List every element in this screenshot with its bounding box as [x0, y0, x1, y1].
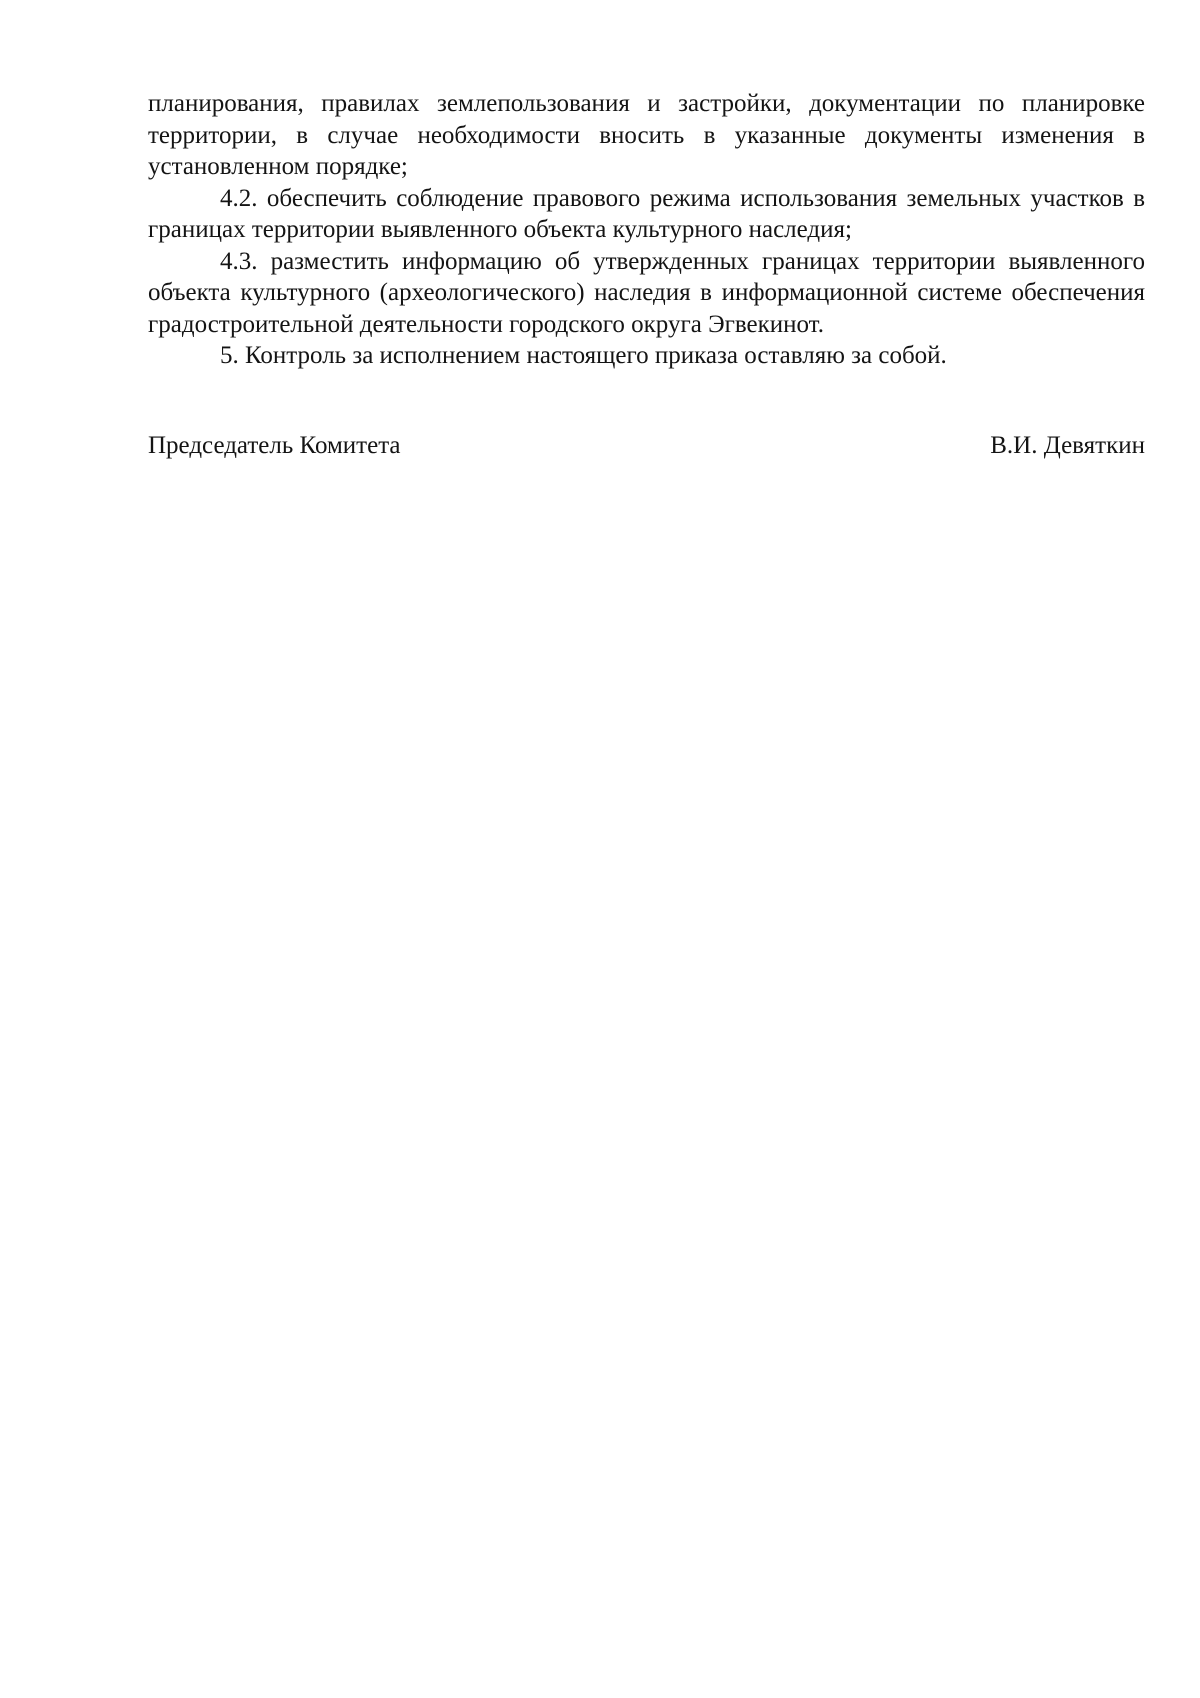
signature-name: В.И. Девяткин — [990, 432, 1145, 459]
paragraph-4-3: 4.3. разместить информацию об утвержденных границах территории выявленного объекта культурного (археологического) наследия в информационной системе обеспечения градостроительной деятельности городского округа Эгвекинот. — [148, 247, 1145, 338]
signature-position: Председатель Комитета — [148, 432, 401, 459]
signature-block — [148, 430, 1145, 462]
paragraph-4-2: 4.2. обеспечить соблюдение правового режима использования земельных участков в границах территории выявленного объекта культурного наследия; — [148, 184, 1145, 243]
paragraph-planning-continuation: планирования, правилах землепользования и застройки, документации по планировке территории, в случае необходимости вносить в указанные документы изменения в установленном порядке; — [148, 90, 1145, 180]
paragraph-5: 5. Контроль за исполнением настоящего приказа оставляю за собой. — [220, 342, 947, 369]
document-body — [148, 88, 1145, 372]
